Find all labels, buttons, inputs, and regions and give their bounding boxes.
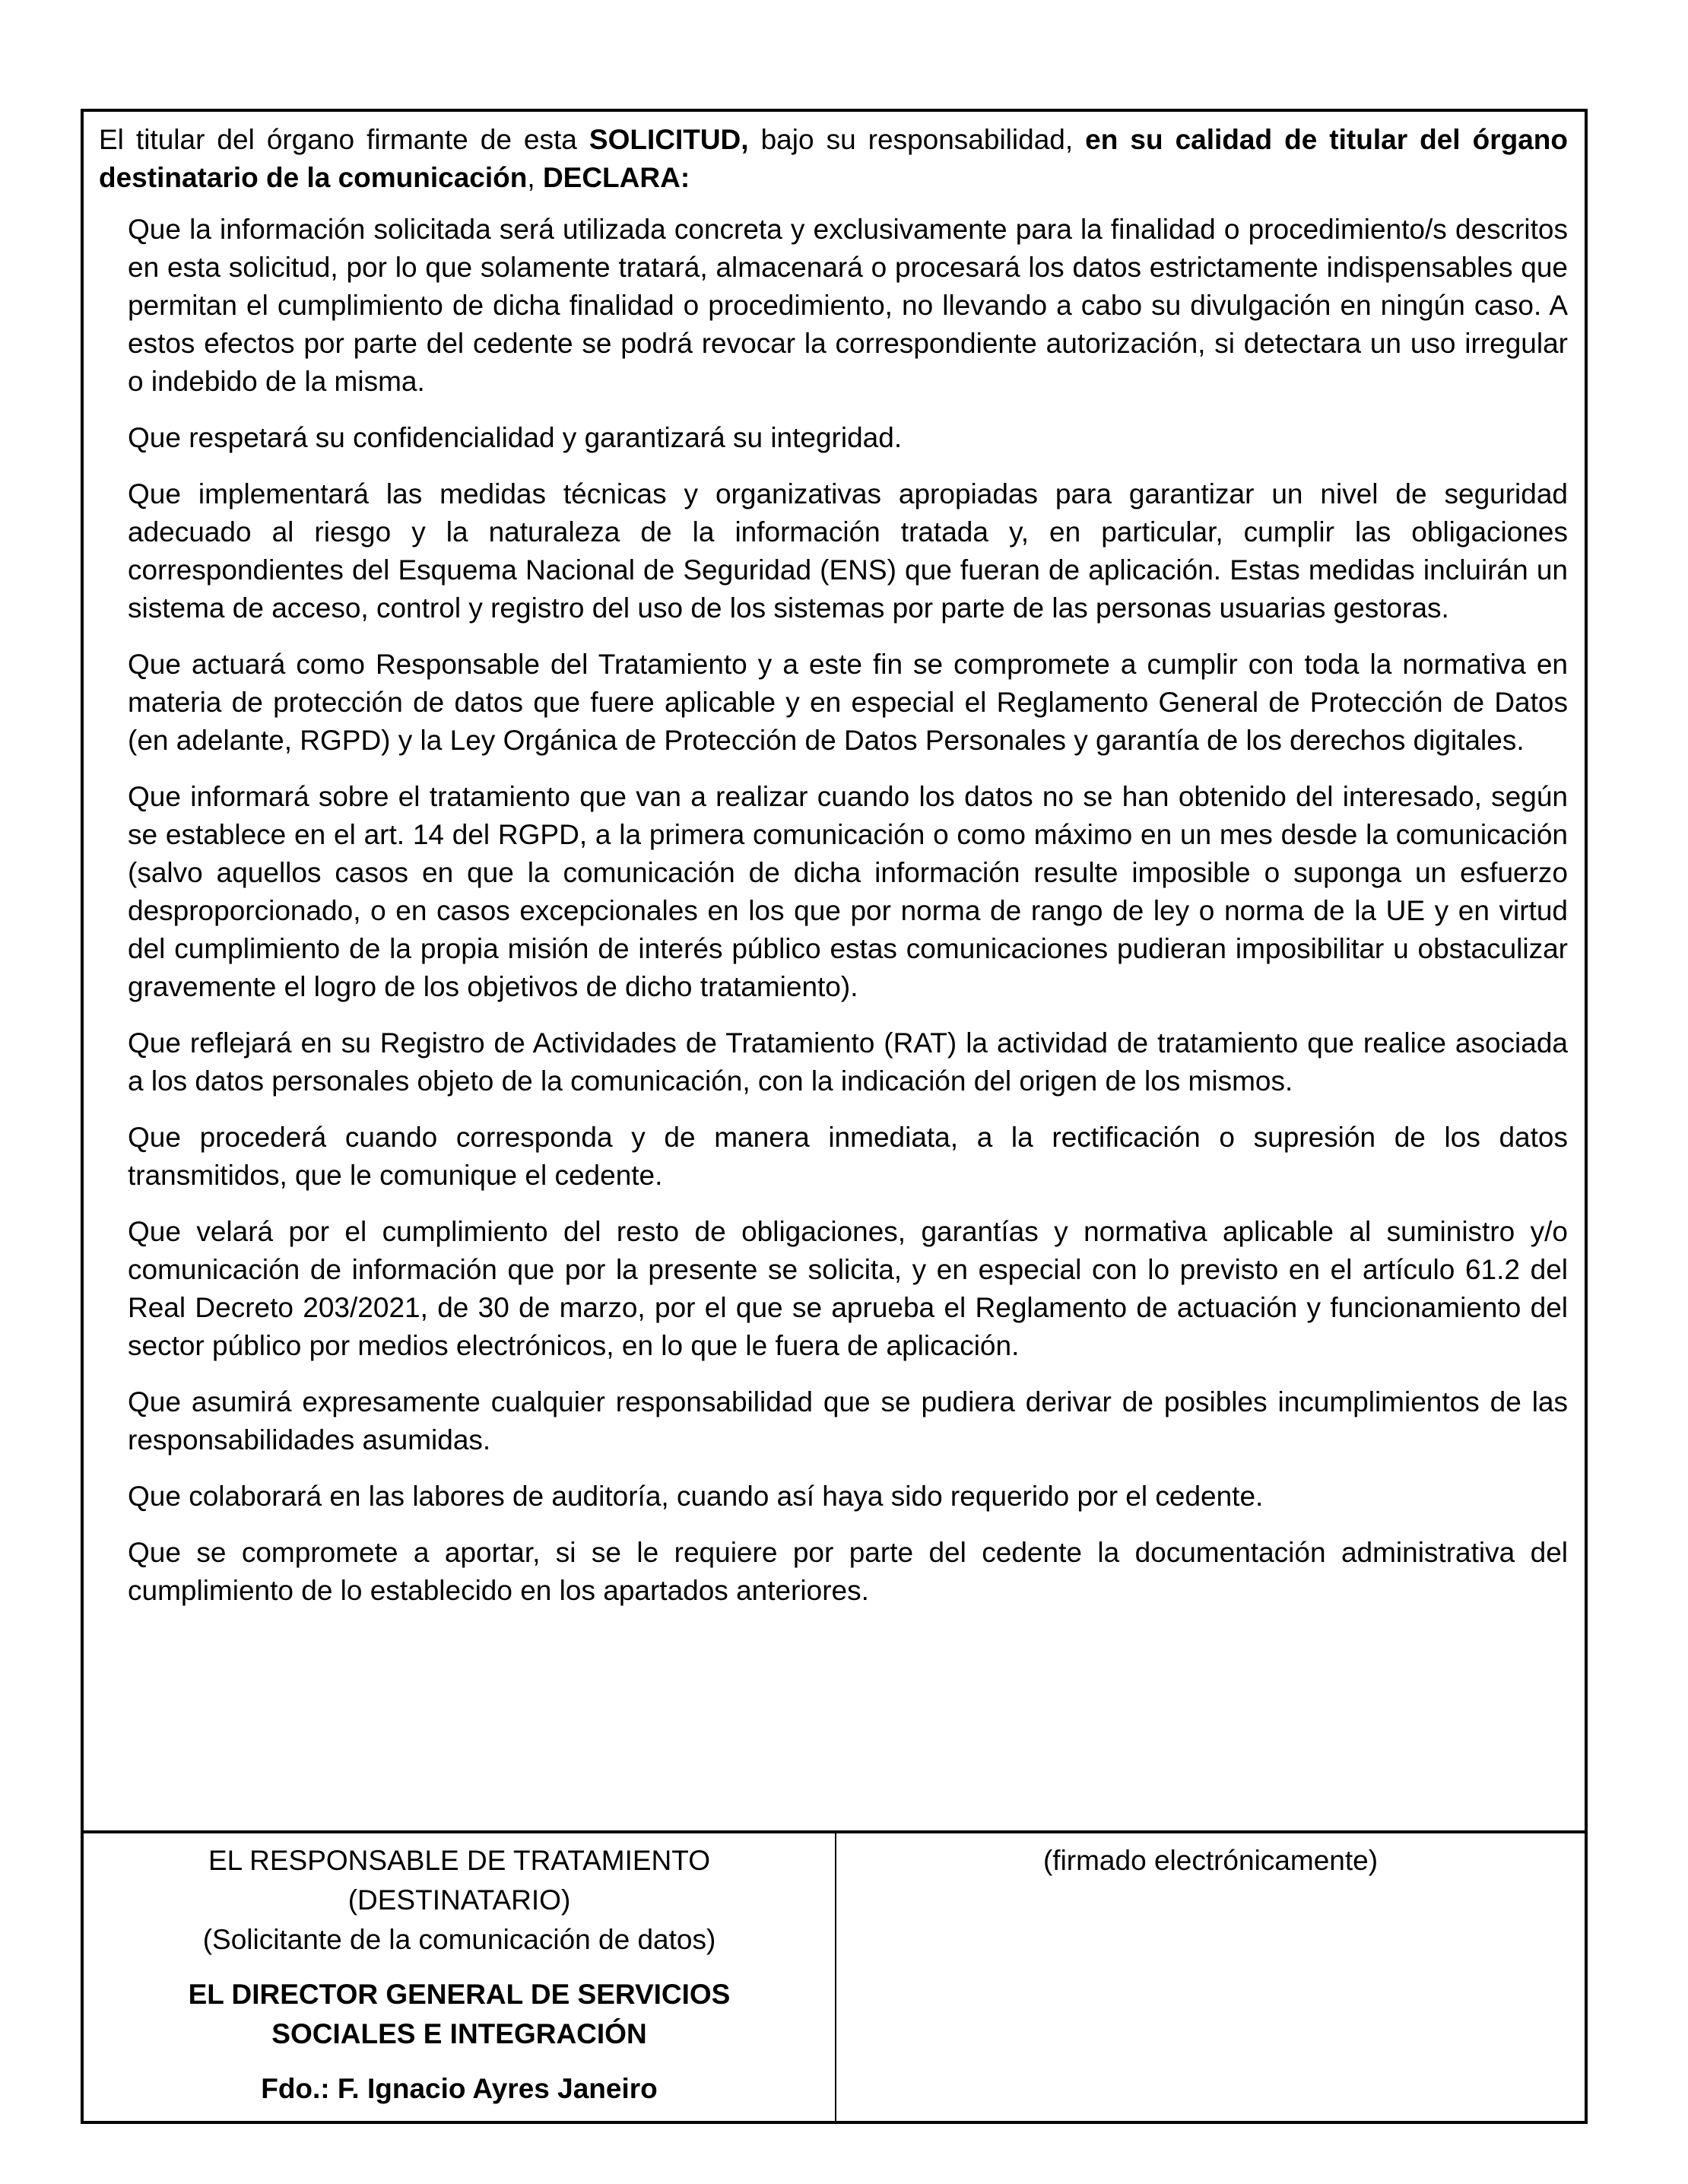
declaration-clause: Que colaborará en las labores de auditoría, cuando así haya sido requerido por el cedente. — [128, 1481, 1264, 1512]
signature-section — [84, 1833, 1585, 2121]
intro-solicitud: SOLICITUD, — [589, 124, 749, 155]
declaration-clause: Que velará por el cumplimiento del resto de obligaciones, garantías y normativa aplicable al suministro y/o comunicación de información que por la presente se solicita, y en especial con lo previsto en el artículo 61.2 del Real Decreto 203/2021, de 30 de marzo, por el que se aprueba el Reglamento de actuación y funcionamiento del sector público por medios electrónicos, en lo que le fuera de aplicación. — [128, 1216, 1568, 1361]
declaration-clause: Que reflejará en su Registro de Actividades de Tratamiento (RAT) la actividad de tratamiento que realice asociada a los datos personales objeto de la comunicación, con la indicación del origen de los mismos. — [128, 1027, 1568, 1097]
declaration-clause: Que la información solicitada será utilizada concreta y exclusivamente para la finalidad o procedimiento/s descritos en esta solicitud, por lo que solamente tratará, almacenará o procesará los datos estrictamente indispensables que permitan el cumplimiento de dicha finalidad o procedimiento, no llevando a cabo su divulgación en ningún caso. A estos efectos por parte del cedente se podrá revocar la correspondiente autorización, si detectara un uso irregular o indebido de la misma. — [128, 214, 1568, 397]
declaration-clause: Que asumirá expresamente cualquier responsabilidad que se pudiera derivar de posibles incumplimientos de las responsabilidades asumidas. — [128, 1386, 1568, 1455]
signer-block — [84, 1833, 836, 2121]
electronic-signature-block — [836, 1833, 1585, 2121]
declaration-clause: Que se compromete a aportar, si se le requiere por parte del cedente la documentación administrativa del cumplimiento de lo establecido en los apartados anteriores. — [128, 1537, 1568, 1606]
signer-title: SOCIALES E INTEGRACIÓN — [271, 2018, 647, 2049]
intro-text: , — [527, 162, 543, 193]
signer-name: Fdo.: F. Ignacio Ayres Janeiro — [261, 2073, 658, 2104]
signer-role-sub: (DESTINATARIO) — [347, 1884, 571, 1916]
declaration-form — [81, 109, 1588, 2124]
declaration-clause: Que actuará como Responsable del Tratamiento y a este fin se compromete a cumplir con toda la normativa en materia de protección de datos que fuere aplicable y en especial el Reglamento General de Protección de Datos (en adelante, RGPD) y la Ley Orgánica de Protección de Datos Personales y garantía de los derechos digitales. — [128, 649, 1568, 756]
intro-text: El titular del órgano firmante de esta — [99, 124, 589, 155]
declaration-intro — [99, 121, 1568, 197]
declaration-section — [84, 112, 1585, 1833]
declaration-clause: Que procederá cuando corresponda y de manera inmediata, a la rectificación o supresión de los datos transmitidos, que le comunique el cedente. — [128, 1122, 1568, 1191]
signed-electronically-note: (firmado electrónicamente) — [1042, 1845, 1379, 1876]
declaration-clause: Que respetará su confidencialidad y garantizará su integridad. — [128, 422, 903, 453]
intro-capacity: en su calidad de titular del órgano destinatario de la comunicación — [99, 124, 1568, 193]
signer-title: EL DIRECTOR GENERAL DE SERVICIOS — [188, 1979, 731, 2010]
signer-role-note: (Solicitante de la comunicación de datos) — [202, 1924, 716, 1955]
intro-text: bajo su responsabilidad, — [748, 124, 1086, 155]
signer-role: EL RESPONSABLE DE TRATAMIENTO — [208, 1845, 710, 1876]
declaration-clause: Que implementará las medidas técnicas y organizativas apropiadas para garantizar un nivel de seguridad adecuado al riesgo y la naturaleza de la información tratada y, en particular, cumplir las obligaciones correspondientes del Esquema Nacional de Seguridad (ENS) que fueran de aplicación. Estas medidas incluirán un sistema de acceso, control y registro del uso de los sistemas por parte de las personas usuarias gestoras. — [128, 478, 1568, 624]
intro-declara: DECLARA: — [542, 162, 690, 193]
declaration-clause: Que informará sobre el tratamiento que van a realizar cuando los datos no se han obtenido del interesado, según se establece en el art. 14 del RGPD, a la primera comunicación o como máximo en un mes desde la comunicación (salvo aquellos casos en que la comunicación de dicha información resulte imposible o suponga un esfuerzo desproporcionado, o en casos excepcionales en los que por norma de rango de ley o norma de la UE y en virtud del cumplimiento de la propia misión de interés público estas comunicaciones pudieran imposibilitar u obstaculizar gravemente el logro de los objetivos de dicho tratamiento). — [128, 781, 1568, 1002]
